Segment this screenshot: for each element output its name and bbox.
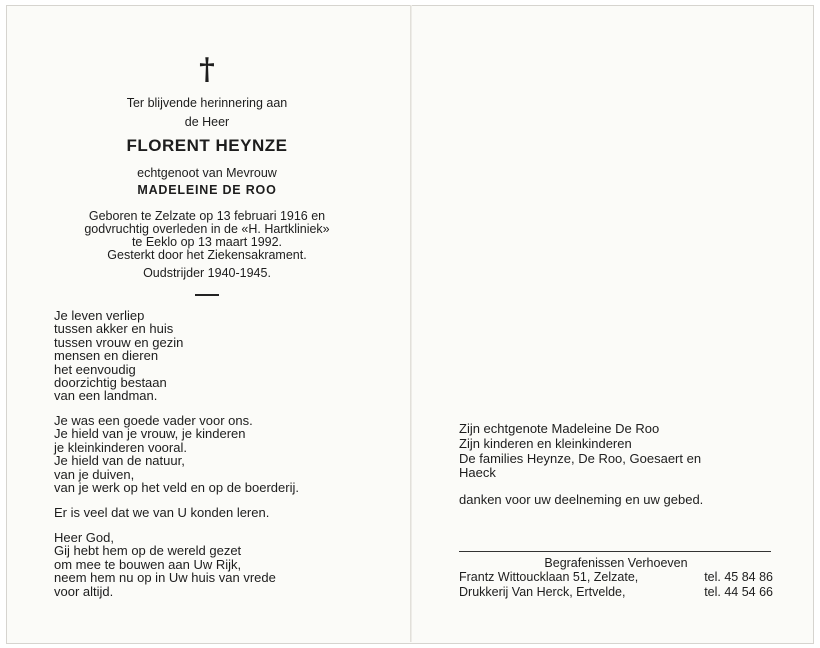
poem-line: Gij hebt hem op de wereld gezet [54,543,242,559]
poem-line: tussen vrouw en gezin [54,334,184,350]
divider-line [459,551,771,552]
funeral-address-row [459,570,773,584]
bio-line: Geboren te Zelzate op 13 februari 1916 en [88,209,326,223]
funeral-home-name: Begrafenissen Verhoeven [544,556,688,570]
family-line: De families Heynze, De Roo, Goesaert en [459,450,702,466]
poem-line: het eenvoudig [54,361,136,377]
deceased-name: FLORENT HEYNZE [126,136,288,155]
family-line: Haeck [459,465,496,481]
poem-line: mensen en dieren [54,348,159,364]
poem-line: je kleinkinderen vooral. [54,439,187,455]
poem-line: van je duiven, [54,466,135,482]
poem-line: van je werk op het veld en op de boerderij. [54,480,299,496]
printer-row [459,585,773,599]
bio-line: godvruchtig overleden in de «H. Hartkliniek» [84,222,330,236]
printer-name: Drukkerij Van Herck, Ertvelde, [459,585,626,599]
poem-line: Je leven verliep [54,308,145,323]
family-block [459,422,779,481]
thanks-line [459,493,779,508]
poem-line: Er is veel dat we van U konden leren. [54,505,270,520]
bio-line: te Eeklo op 13 maart 1992. [131,235,283,249]
poem-stanza-1 [54,309,384,403]
poem-line: Heer God, [54,530,114,545]
family-line: Zijn echtgenote Madeleine De Roo [459,421,660,436]
printer-phone: tel. 44 54 66 [704,585,773,599]
funeral-phone: tel. 45 84 86 [704,570,773,584]
intro-line-1: Ter blijvende herinnering aan [126,96,288,110]
divider-dash [195,294,219,296]
spouse-intro: echtgenoot van Mevrouw [137,166,277,180]
poem-line: voor altijd. [54,583,114,599]
thanks-text: danken voor uw deelneming en uw gebed. [459,492,704,507]
poem-line: om mee te bouwen aan Uw Rijk, [54,556,242,572]
veteran-line: Oudstrijder 1940-1945. [143,266,271,280]
poem-line: van een landman. [54,388,158,404]
cross-icon: † [199,52,215,87]
spouse-name: MADELEINE DE ROO [137,183,277,197]
poem-stanza-3 [54,506,384,519]
intro-line-2: de Heer [184,115,230,129]
bio-line: Gesterkt door het Ziekensakrament. [107,248,307,262]
poem-line: Je hield van je vrouw, je kinderen [54,426,246,442]
poem-stanza-4 [54,531,384,598]
funeral-address: Frantz Wittoucklaan 51, Zelzate, [459,570,639,584]
family-line: Zijn kinderen en kleinkinderen [459,435,632,451]
poem-line: doorzichtig bestaan [54,375,167,391]
poem-line: Je hield van de natuur, [54,453,185,469]
poem-line: neem hem nu op in Uw huis van vrede [54,570,276,586]
poem-line: tussen akker en huis [54,321,174,337]
poem-stanza-2 [54,414,384,494]
poem-line: Je was een goede vader voor ons. [54,413,253,428]
